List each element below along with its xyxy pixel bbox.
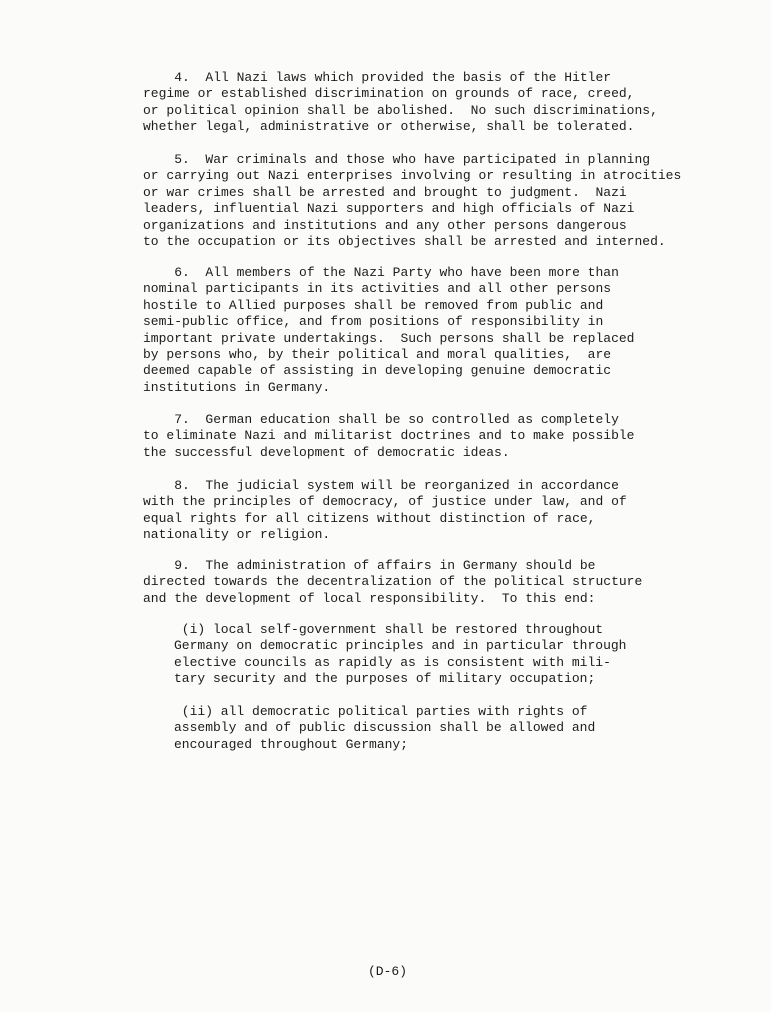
paragraph-5 (143, 152, 703, 250)
text-line: 5. War criminals and those who have participated in planning (143, 152, 651, 167)
paragraph-7 (143, 412, 703, 461)
paragraph-9 (143, 558, 703, 607)
paragraph-8 (143, 478, 703, 544)
text-line: or political opinion shall be abolished. No such discriminations, (143, 102, 658, 118)
text-line: regime or established discrimination on grounds of race, creed, (143, 86, 635, 102)
text-line: semi-public office, and from positions of responsibility in (143, 314, 604, 330)
text-line: encouraged throughout Germany; (174, 736, 409, 752)
text-line: nominal participants in its activities and all other persons (143, 281, 612, 297)
text-line: or war crimes shall be arrested and brought to judgment. Nazi (143, 184, 627, 200)
text-line: 8. The judicial system will be reorganized in accordance (143, 478, 619, 493)
text-line: hostile to Allied purposes shall be removed from public and (143, 297, 604, 313)
text-line: (i) local self-government shall be restored throughout (174, 622, 604, 637)
paragraph-4 (143, 70, 703, 136)
text-line: (ii) all democratic political parties with rights of (174, 704, 588, 719)
page-number: (D-6) (368, 964, 408, 979)
text-line: elective councils as rapidly as is consistent with mili- (174, 654, 611, 670)
text-line: the successful development of democratic ideas. (143, 444, 510, 460)
text-line: or carrying out Nazi enterprises involving or resulting in atrocities (143, 168, 682, 184)
paragraph-9-i (174, 622, 674, 688)
text-line: organizations and institutions and any other persons dangerous (143, 217, 627, 233)
text-line: assembly and of public discussion shall be allowed and (174, 720, 596, 736)
text-line: by persons who, by their political and moral qualities, are (143, 346, 612, 362)
text-line: leaders, influential Nazi supporters and high officials of Nazi (143, 201, 635, 217)
text-line: 6. All members of the Nazi Party who have been more than (143, 265, 619, 280)
text-line: 9. The administration of affairs in Germany should be (143, 558, 596, 573)
text-line: whether legal, administrative or otherwise, shall be tolerated. (143, 119, 635, 135)
text-line: nationality or religion. (143, 527, 331, 543)
text-line: to the occupation or its objectives shall be arrested and interned. (143, 233, 666, 249)
text-line: 4. All Nazi laws which provided the basis of the Hitler (143, 70, 612, 85)
text-line: with the principles of democracy, of justice under law, and of (143, 494, 627, 510)
paragraph-6 (143, 265, 703, 396)
text-line: to eliminate Nazi and militarist doctrines and to make possible (143, 428, 635, 444)
paragraph-9-ii (174, 704, 674, 753)
text-line: tary security and the purposes of military occupation; (174, 671, 596, 687)
text-line: Germany on democratic principles and in particular through (174, 638, 627, 654)
text-line: deemed capable of assisting in developing genuine democratic (143, 363, 612, 379)
text-line: directed towards the decentralization of the political structure (143, 574, 643, 590)
text-line: equal rights for all citizens without distinction of race, (143, 510, 596, 526)
text-line: important private undertakings. Such persons shall be replaced (143, 330, 635, 346)
text-line: institutions in Germany. (143, 379, 331, 395)
text-line: 7. German education shall be so controlled as completely (143, 412, 619, 427)
text-line: and the development of local responsibility. To this end: (143, 590, 596, 606)
